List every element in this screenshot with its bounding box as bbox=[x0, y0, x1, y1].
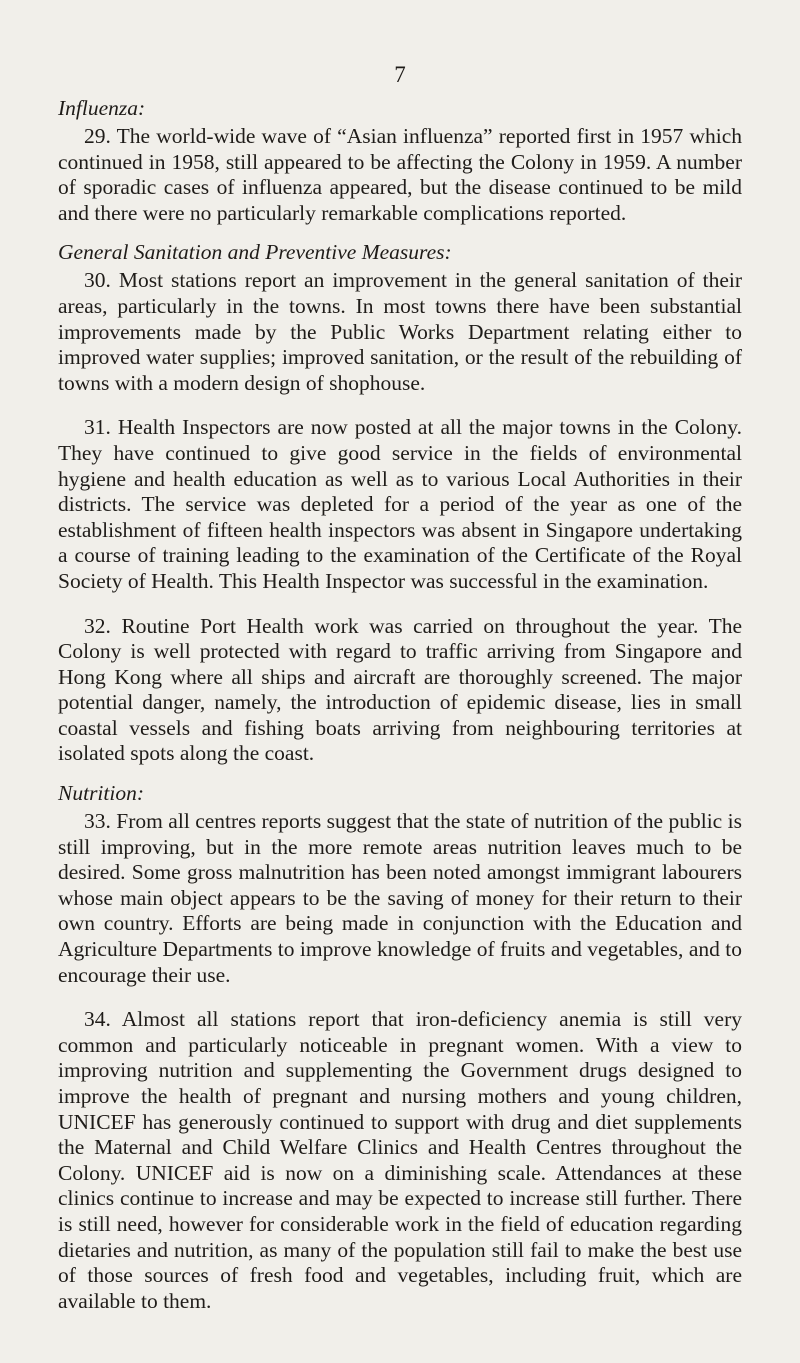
page-number: 7 bbox=[394, 62, 406, 87]
paragraph-32: 32. Routine Port Health work was carried on throughout the year. The Colony is well protected with regard to traffic arriving from Singapore and Hong Kong where all ships and aircraft are thoroughly screened. The major potential danger, namely, the introduction of epidemic disease, lies in small coastal vessels and fishing boats arriving from neighbouring territories at isolated spots along the coast. bbox=[58, 613, 742, 766]
paragraph-29: 29. The world-wide wave of “Asian influenza” reported first in 1957 which continued in 1958, still appeared to be affecting the Colony in 1959. A number of sporadic cases of influenza appeared, but the disease continued to be mild and there were no particularly remarkable complications reported. bbox=[58, 124, 742, 225]
heading-general-sanitation: General Sanitation and Preventive Measures: bbox=[58, 240, 452, 265]
paragraph-31: 31. Health Inspectors are now posted at all the major towns in the Colony. They have continued to give good service in the fields of environmental hygiene and health education as well as to various Local Authorities in their districts. The service was depleted for a period of the year as one of the establishment of fifteen health inspectors was absent in Singapore undertaking a course of training leading to the examination of the Certificate of the Royal Society of Health. This Health Inspector was successful in the examination. bbox=[58, 415, 742, 593]
paragraph-33: 33. From all centres reports suggest that the state of nutrition of the public is still improving, but in the more remote areas nutrition leaves much to be desired. Some gross malnutrition has been noted amongst immigrant labourers whose main object appears to be the saving of money for their return to their own country. Efforts are being made in conjunction with the Education and Agriculture Departments to improve knowledge of fruits and vegetables, and to encourage their use. bbox=[58, 809, 742, 987]
heading-influenza: Influenza: bbox=[58, 96, 146, 120]
heading-nutrition: Nutrition: bbox=[58, 781, 145, 806]
paragraph-30: 30. Most stations report an improvement in the general sanitation of their areas, particularly in the towns. In most towns there have been substantial improvements made by the Public Works Department relating either to improved water supplies; improved sanitation, or the result of the rebuilding of towns with a modern design of shophouse. bbox=[58, 268, 742, 395]
page-content bbox=[58, 96, 742, 1314]
paragraph-34: 34. Almost all stations report that iron-deficiency anemia is still very common and particularly noticeable in pregnant women. With a view to improving nutrition and supplementing the Government drugs designed to improve the health of pregnant and nursing mothers and young children, UNICEF has generously continued to support with drug and diet supplements the Maternal and Child Welfare Clinics and Health Centres throughout the Colony. UNICEF aid is now on a diminishing scale. Attendances at these clinics continue to increase and may be expected to increase still further. There is still need, however for considerable work in the field of education regarding dietaries and nutrition, as many of the population still fail to make the best use of those sources of fresh food and vegetables, including fruit, which are available to them. bbox=[58, 1007, 742, 1313]
